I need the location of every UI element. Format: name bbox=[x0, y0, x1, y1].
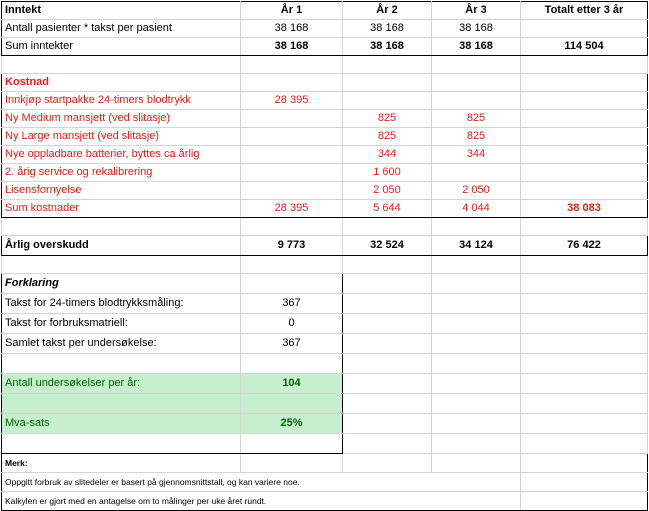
cell-empty[interactable] bbox=[521, 334, 648, 354]
cell-empty[interactable] bbox=[343, 354, 432, 374]
cell-empty[interactable] bbox=[432, 256, 521, 274]
cell-exams-label[interactable]: Antall undersøkelser per år: bbox=[2, 374, 241, 394]
cell-header-y3[interactable]: År 3 bbox=[432, 2, 521, 20]
cell-cost-y3[interactable]: 2 050 bbox=[432, 182, 521, 200]
cell-cost-y2[interactable]: 2 050 bbox=[343, 182, 432, 200]
cell-empty[interactable] bbox=[521, 218, 648, 236]
cell-cost-total[interactable] bbox=[521, 128, 648, 146]
cell-sum-cost-y1[interactable]: 28 395 bbox=[241, 200, 343, 218]
cell-empty[interactable] bbox=[241, 434, 343, 454]
cell-empty[interactable] bbox=[241, 394, 343, 414]
cell-empty[interactable] bbox=[521, 354, 648, 374]
cell-empty[interactable] bbox=[432, 74, 521, 92]
cell-notes-title[interactable]: Merk: bbox=[2, 454, 241, 473]
cell-cost-total[interactable] bbox=[521, 182, 648, 200]
cell-empty[interactable] bbox=[241, 274, 343, 294]
cell-empty[interactable] bbox=[2, 56, 241, 74]
cell-cost-total[interactable] bbox=[521, 92, 648, 110]
cell-sum-income-label[interactable]: Sum inntekter bbox=[2, 38, 241, 56]
cell-cost-y1[interactable] bbox=[241, 164, 343, 182]
cell-explanation-label[interactable]: Takst for forbruksmatriell: bbox=[2, 314, 241, 334]
budget-sheet bbox=[1, 1, 648, 511]
cell-empty[interactable] bbox=[343, 334, 432, 354]
cell-cost-y3[interactable]: 825 bbox=[432, 110, 521, 128]
cell-empty[interactable] bbox=[521, 274, 648, 294]
cell-empty[interactable] bbox=[343, 218, 432, 236]
cell-income-y2[interactable]: 38 168 bbox=[343, 20, 432, 38]
cell-sum-cost-y2[interactable]: 5 644 bbox=[343, 200, 432, 218]
cell-cost-y3[interactable]: 344 bbox=[432, 146, 521, 164]
cell-empty[interactable] bbox=[2, 256, 241, 274]
cell-empty[interactable] bbox=[241, 256, 343, 274]
cell-empty[interactable] bbox=[521, 56, 648, 74]
cell-sum-income-y3[interactable]: 38 168 bbox=[432, 38, 521, 56]
cell-cost-y1[interactable]: 28 395 bbox=[241, 92, 343, 110]
cell-empty[interactable] bbox=[343, 274, 432, 294]
cell-cost-label[interactable]: 2. årig service og rekalibrering bbox=[2, 164, 241, 182]
cell-empty[interactable] bbox=[521, 454, 648, 473]
cell-header-y2[interactable]: År 2 bbox=[343, 2, 432, 20]
cell-cost-label[interactable]: Nye oppladbare batterier, byttes ca årlig bbox=[2, 146, 241, 164]
cell-vat-value[interactable]: 25% bbox=[241, 414, 343, 434]
cell-income-label[interactable]: Antall pasienter * takst per pasient bbox=[2, 20, 241, 38]
cell-sum-cost-label[interactable]: Sum kostnader bbox=[2, 200, 241, 218]
cell-cost-total[interactable] bbox=[521, 164, 648, 182]
cell-explanation-value[interactable]: 367 bbox=[241, 294, 343, 314]
cell-empty[interactable] bbox=[343, 56, 432, 74]
cell-header-y1[interactable]: År 1 bbox=[241, 2, 343, 20]
cell-empty[interactable] bbox=[432, 354, 521, 374]
cell-explanation-title[interactable]: Forklaring bbox=[2, 274, 241, 294]
cell-empty[interactable] bbox=[432, 434, 521, 454]
cell-empty[interactable] bbox=[343, 256, 432, 274]
cell-empty[interactable] bbox=[521, 294, 648, 314]
cell-empty[interactable] bbox=[432, 414, 521, 434]
cell-empty[interactable] bbox=[432, 56, 521, 74]
cell-empty[interactable] bbox=[343, 74, 432, 92]
cell-cost-y1[interactable] bbox=[241, 182, 343, 200]
cell-cost-y3[interactable] bbox=[432, 92, 521, 110]
cell-empty[interactable] bbox=[2, 434, 241, 454]
cell-empty[interactable] bbox=[241, 218, 343, 236]
cell-surplus-y2[interactable]: 32 524 bbox=[343, 236, 432, 256]
cell-empty[interactable] bbox=[521, 314, 648, 334]
cell-empty[interactable] bbox=[521, 74, 648, 92]
cell-empty[interactable] bbox=[343, 454, 432, 473]
cell-cost-y1[interactable] bbox=[241, 128, 343, 146]
cell-cost-label[interactable]: Ny Large mansjett (ved slitasje) bbox=[2, 128, 241, 146]
cell-empty[interactable] bbox=[241, 454, 343, 473]
cell-empty[interactable] bbox=[432, 314, 521, 334]
cell-empty[interactable] bbox=[343, 414, 432, 434]
cell-cost-label[interactable]: Innkjøp startpakke 24-timers blodtrykk bbox=[2, 92, 241, 110]
cell-header-label[interactable]: Inntekt bbox=[2, 2, 241, 20]
cell-surplus-y3[interactable]: 34 124 bbox=[432, 236, 521, 256]
cell-empty[interactable] bbox=[343, 314, 432, 334]
cell-empty[interactable] bbox=[432, 274, 521, 294]
cell-vat-label[interactable]: Mva-sats bbox=[2, 414, 241, 434]
cell-cost-y3[interactable]: 825 bbox=[432, 128, 521, 146]
cell-cost-header[interactable]: Kostnad bbox=[2, 74, 241, 92]
cell-empty[interactable] bbox=[343, 374, 432, 394]
cell-empty[interactable] bbox=[241, 354, 343, 374]
cell-cost-y2[interactable]: 825 bbox=[343, 128, 432, 146]
cell-empty[interactable] bbox=[432, 454, 521, 473]
cell-surplus-total[interactable]: 76 422 bbox=[521, 236, 648, 256]
cell-surplus-label[interactable]: Årlig overskudd bbox=[2, 236, 241, 256]
cell-sum-cost-y3[interactable]: 4 044 bbox=[432, 200, 521, 218]
cell-explanation-label[interactable]: Samlet takst per undersøkelse: bbox=[2, 334, 241, 354]
cell-empty[interactable] bbox=[343, 434, 432, 454]
cell-empty[interactable] bbox=[521, 414, 648, 434]
cell-empty[interactable] bbox=[432, 394, 521, 414]
cell-empty[interactable] bbox=[521, 374, 648, 394]
cell-empty[interactable] bbox=[241, 56, 343, 74]
cell-empty[interactable] bbox=[521, 256, 648, 274]
cell-empty[interactable] bbox=[521, 473, 648, 492]
cell-income-y3[interactable]: 38 168 bbox=[432, 20, 521, 38]
cell-empty[interactable] bbox=[432, 334, 521, 354]
cell-empty[interactable] bbox=[2, 218, 241, 236]
cell-empty[interactable] bbox=[343, 294, 432, 314]
cell-cost-y2[interactable]: 344 bbox=[343, 146, 432, 164]
cell-exams-value[interactable]: 104 bbox=[241, 374, 343, 394]
cell-empty[interactable] bbox=[521, 492, 648, 511]
cell-income-total[interactable] bbox=[521, 20, 648, 38]
cell-cost-y1[interactable] bbox=[241, 146, 343, 164]
cell-header-total[interactable]: Totalt etter 3 år bbox=[521, 2, 648, 20]
cell-cost-total[interactable] bbox=[521, 110, 648, 128]
cell-empty[interactable] bbox=[2, 394, 241, 414]
cell-explanation-value[interactable]: 367 bbox=[241, 334, 343, 354]
cell-empty[interactable] bbox=[343, 394, 432, 414]
cell-empty[interactable] bbox=[241, 74, 343, 92]
cell-sum-income-y1[interactable]: 38 168 bbox=[241, 38, 343, 56]
cell-empty[interactable] bbox=[2, 354, 241, 374]
cell-cost-y2[interactable]: 825 bbox=[343, 110, 432, 128]
cell-cost-label[interactable]: Ny Medium mansjett (ved slitasje) bbox=[2, 110, 241, 128]
cell-cost-y2[interactable]: 1 600 bbox=[343, 164, 432, 182]
cell-sum-income-y2[interactable]: 38 168 bbox=[343, 38, 432, 56]
cell-surplus-y1[interactable]: 9 773 bbox=[241, 236, 343, 256]
cell-empty[interactable] bbox=[521, 434, 648, 454]
cell-empty[interactable] bbox=[432, 294, 521, 314]
cell-cost-total[interactable] bbox=[521, 146, 648, 164]
cell-note-line[interactable]: Kalkylen er gjort med en antagelse om to målinger per uke året rundt. bbox=[2, 492, 521, 511]
cell-cost-y2[interactable] bbox=[343, 92, 432, 110]
cell-empty[interactable] bbox=[521, 394, 648, 414]
cell-sum-cost-total[interactable]: 38 083 bbox=[521, 200, 648, 218]
cell-note-line[interactable]: Oppgitt forbruk av slitedeler er basert på gjennomsnittstall, og kan variere noe. bbox=[2, 473, 521, 492]
cell-income-y1[interactable]: 38 168 bbox=[241, 20, 343, 38]
cell-empty[interactable] bbox=[432, 218, 521, 236]
cell-cost-y1[interactable] bbox=[241, 110, 343, 128]
cell-sum-income-total[interactable]: 114 504 bbox=[521, 38, 648, 56]
cell-explanation-value[interactable]: 0 bbox=[241, 314, 343, 334]
cell-cost-label[interactable]: Lisensfornyelse bbox=[2, 182, 241, 200]
cell-cost-y3[interactable] bbox=[432, 164, 521, 182]
cell-empty[interactable] bbox=[432, 374, 521, 394]
cell-explanation-label[interactable]: Takst for 24-timers blodtrykksmåling: bbox=[2, 294, 241, 314]
